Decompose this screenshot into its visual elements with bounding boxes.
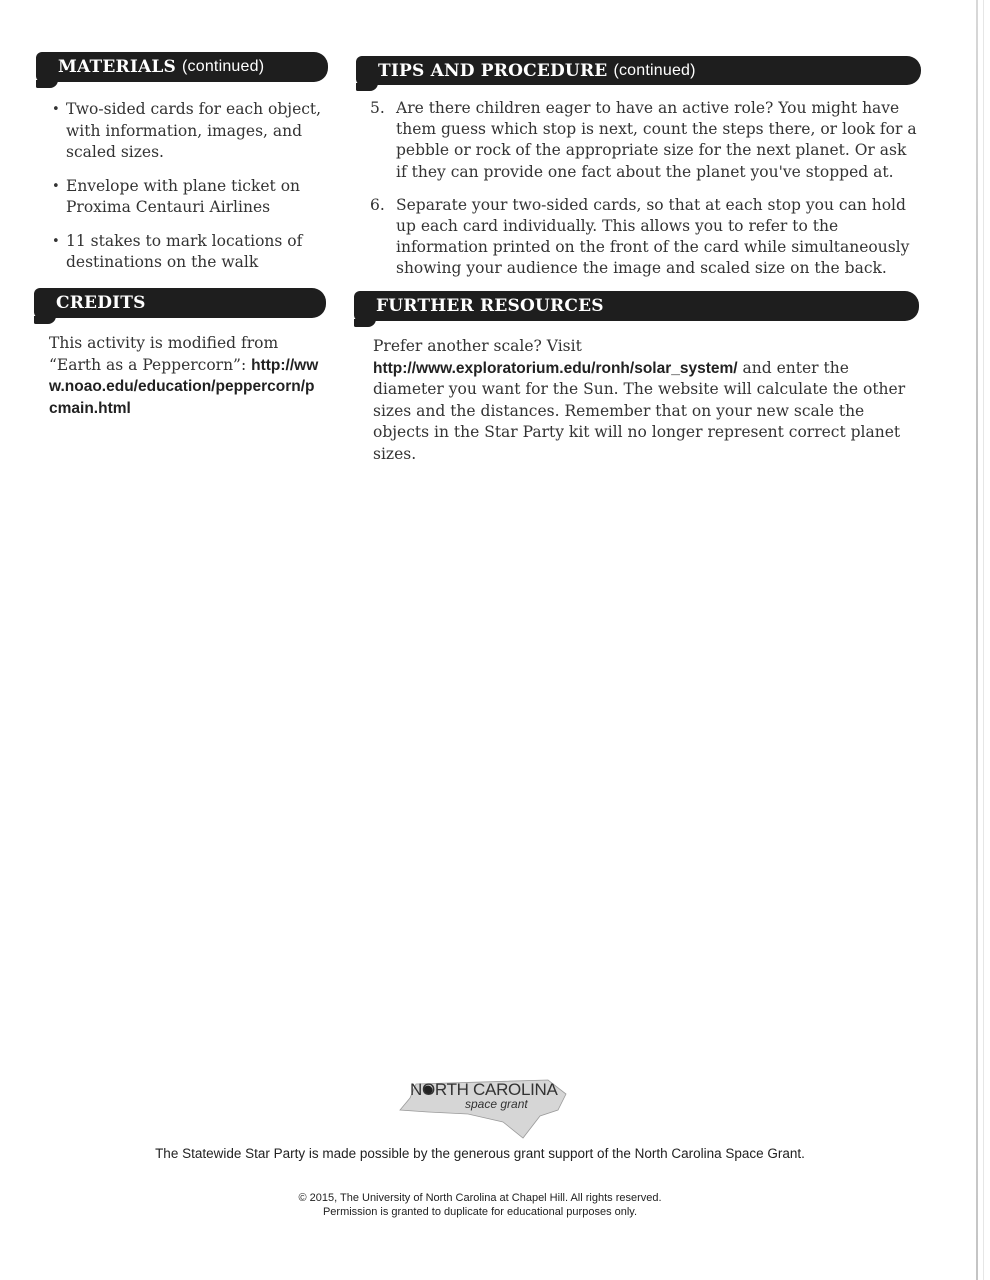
permission-line: Permission is granted to duplicate for educational purposes only. [322, 1206, 638, 1218]
scan-edge-line [976, 0, 978, 1280]
step-text: Are there children eager to have an active role? You might have them guess which stop is next, count the steps there, or look for a pebble or rock of the appropriate size for the next planet. Or ask if they can provide one fact about the planet you've stopped at. [396, 99, 917, 181]
list-item: • Envelope with plane ticket on Proxima Centauri Airlines [52, 176, 322, 219]
list-item: • 11 stakes to mark locations of destinations on the walk [52, 231, 322, 274]
materials-list [52, 99, 322, 286]
step-number: 5. [370, 99, 385, 117]
logo-line-2: space grant [465, 1097, 528, 1111]
credits-paragraph [49, 333, 319, 419]
materials-title: MATERIALS [58, 57, 176, 77]
scan-edge-line-faint [983, 0, 984, 1280]
tips-continued: (continued) [613, 61, 696, 79]
tips-steps-list [370, 98, 918, 292]
tips-title: TIPS AND PROCEDURE [378, 60, 608, 81]
credits-link[interactable]: http://www.noao.edu/education/peppercorn/pcmain.html [49, 356, 319, 417]
step-text: Separate your two-sided cards, so that at each stop you can hold up each card individually. This allows you to refer to the information printed on the front of the card while simultaneously showing your audience the image and scaled size on the back. [396, 195, 910, 278]
grant-support-line: The Statewide Star Party is made possible by the generous grant support of the North Carolina Space Grant. [155, 1146, 805, 1161]
list-item: • Two-sided cards for each object, with information, images, and scaled sizes. [52, 99, 322, 164]
credits-title: CREDITS [56, 293, 146, 313]
credits-text: This activity is modified from “Earth as a Peppercorn”: [49, 334, 279, 374]
list-item [370, 98, 918, 183]
further-text-before: Prefer another scale? Visit [373, 337, 582, 355]
copyright-line: © 2015, The University of North Carolina at Chapel Hill. All rights reserved. [298, 1192, 662, 1204]
further-paragraph [373, 336, 921, 465]
step-number: 6. [370, 195, 385, 214]
further-text-after: and enter the diameter you want for the Sun. The website will calculate the other sizes and the distances. Remember that on your new scale the objects in the Star Party kit will no longer represent correct planet sizes. [373, 358, 906, 463]
copyright-block [0, 1191, 960, 1219]
further-link[interactable]: http://www.exploratorium.edu/ronh/solar_system/ [373, 359, 738, 377]
tips-banner [356, 56, 921, 85]
list-item [370, 195, 918, 280]
materials-continued: (continued) [182, 58, 265, 75]
materials-banner [36, 52, 328, 82]
further-resources-banner [354, 291, 919, 321]
credits-banner [34, 288, 326, 318]
logo-line-1: NORTH CAROLINA [410, 1080, 558, 1099]
further-title: FURTHER RESOURCES [376, 296, 604, 316]
